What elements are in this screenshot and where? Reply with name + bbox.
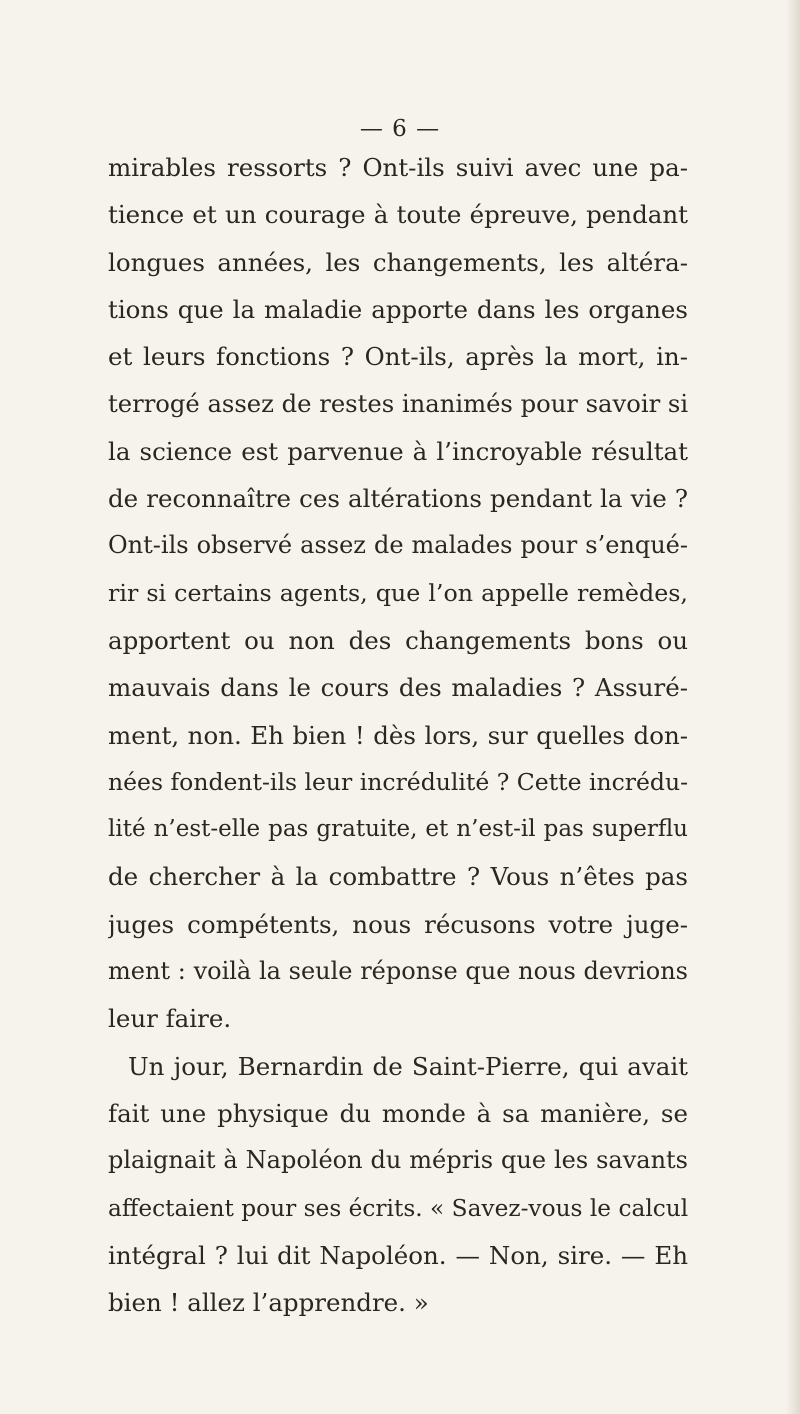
page-edge-shadow <box>786 0 800 1414</box>
text-line: tions que la maladie apporte dans les organes <box>108 294 688 324</box>
text-line: de reconnaître ces altérations pendant la vie ? <box>108 484 688 514</box>
text-line: la science est parvenue à l’incroyable résultat <box>108 436 688 466</box>
text-line: apportent ou non des changements bons ou <box>108 625 688 655</box>
text-line: rir si certains agents, que l’on appelle remèdes, <box>108 578 688 607</box>
text-line: plaignait à Napoléon du mépris que les savants <box>108 1146 688 1175</box>
text-line: nées fondent-ils leur incrédulité ? Cette incrédu- <box>108 767 688 796</box>
text-line: ment : voilà la seule réponse que nous devrions <box>108 957 688 986</box>
text-line: leur faire. <box>108 1004 232 1034</box>
text-line: lité n’est-elle pas gratuite, et n’est-il pas superflu <box>108 816 688 843</box>
text-line: affectaient pour ses écrits. « Savez-vous le calcul <box>108 1194 688 1222</box>
text-line: juges compétents, nous récusons votre juge- <box>108 909 688 939</box>
text-line: bien ! allez l’apprendre. » <box>108 1288 429 1318</box>
paragraph-2 <box>108 1043 688 1327</box>
text-line: fait une physique du monde à sa manière, se <box>108 1098 688 1128</box>
page-number: — 6 — <box>359 116 441 142</box>
text-line: Un jour, Bernardin de Saint-Pierre, qui avait <box>128 1051 688 1081</box>
text-line: mirables ressorts ? Ont-ils suivi avec une pa- <box>108 153 688 182</box>
text-line: et leurs fonctions ? Ont-ils, après la mort, in- <box>108 342 688 372</box>
text-line: longues années, les changements, les altéra- <box>108 247 688 277</box>
text-line: terrogé assez de restes inanimés pour savoir si <box>108 389 688 419</box>
paragraph-1 <box>108 144 688 1043</box>
text-line: intégral ? lui dit Napoléon. — Non, sire. — Eh <box>108 1240 688 1270</box>
body-text <box>108 144 688 1326</box>
text-line: ment, non. Eh bien ! dès lors, sur quelles don- <box>108 720 688 750</box>
text-line: mauvais dans le cours des maladies ? Assuré- <box>108 673 688 703</box>
text-line: de chercher à la combattre ? Vous n’êtes pas <box>108 862 688 892</box>
text-line: tience et un courage à toute épreuve, pendant <box>108 200 688 230</box>
text-line: Ont-ils observé assez de malades pour s’enqué- <box>108 531 688 560</box>
